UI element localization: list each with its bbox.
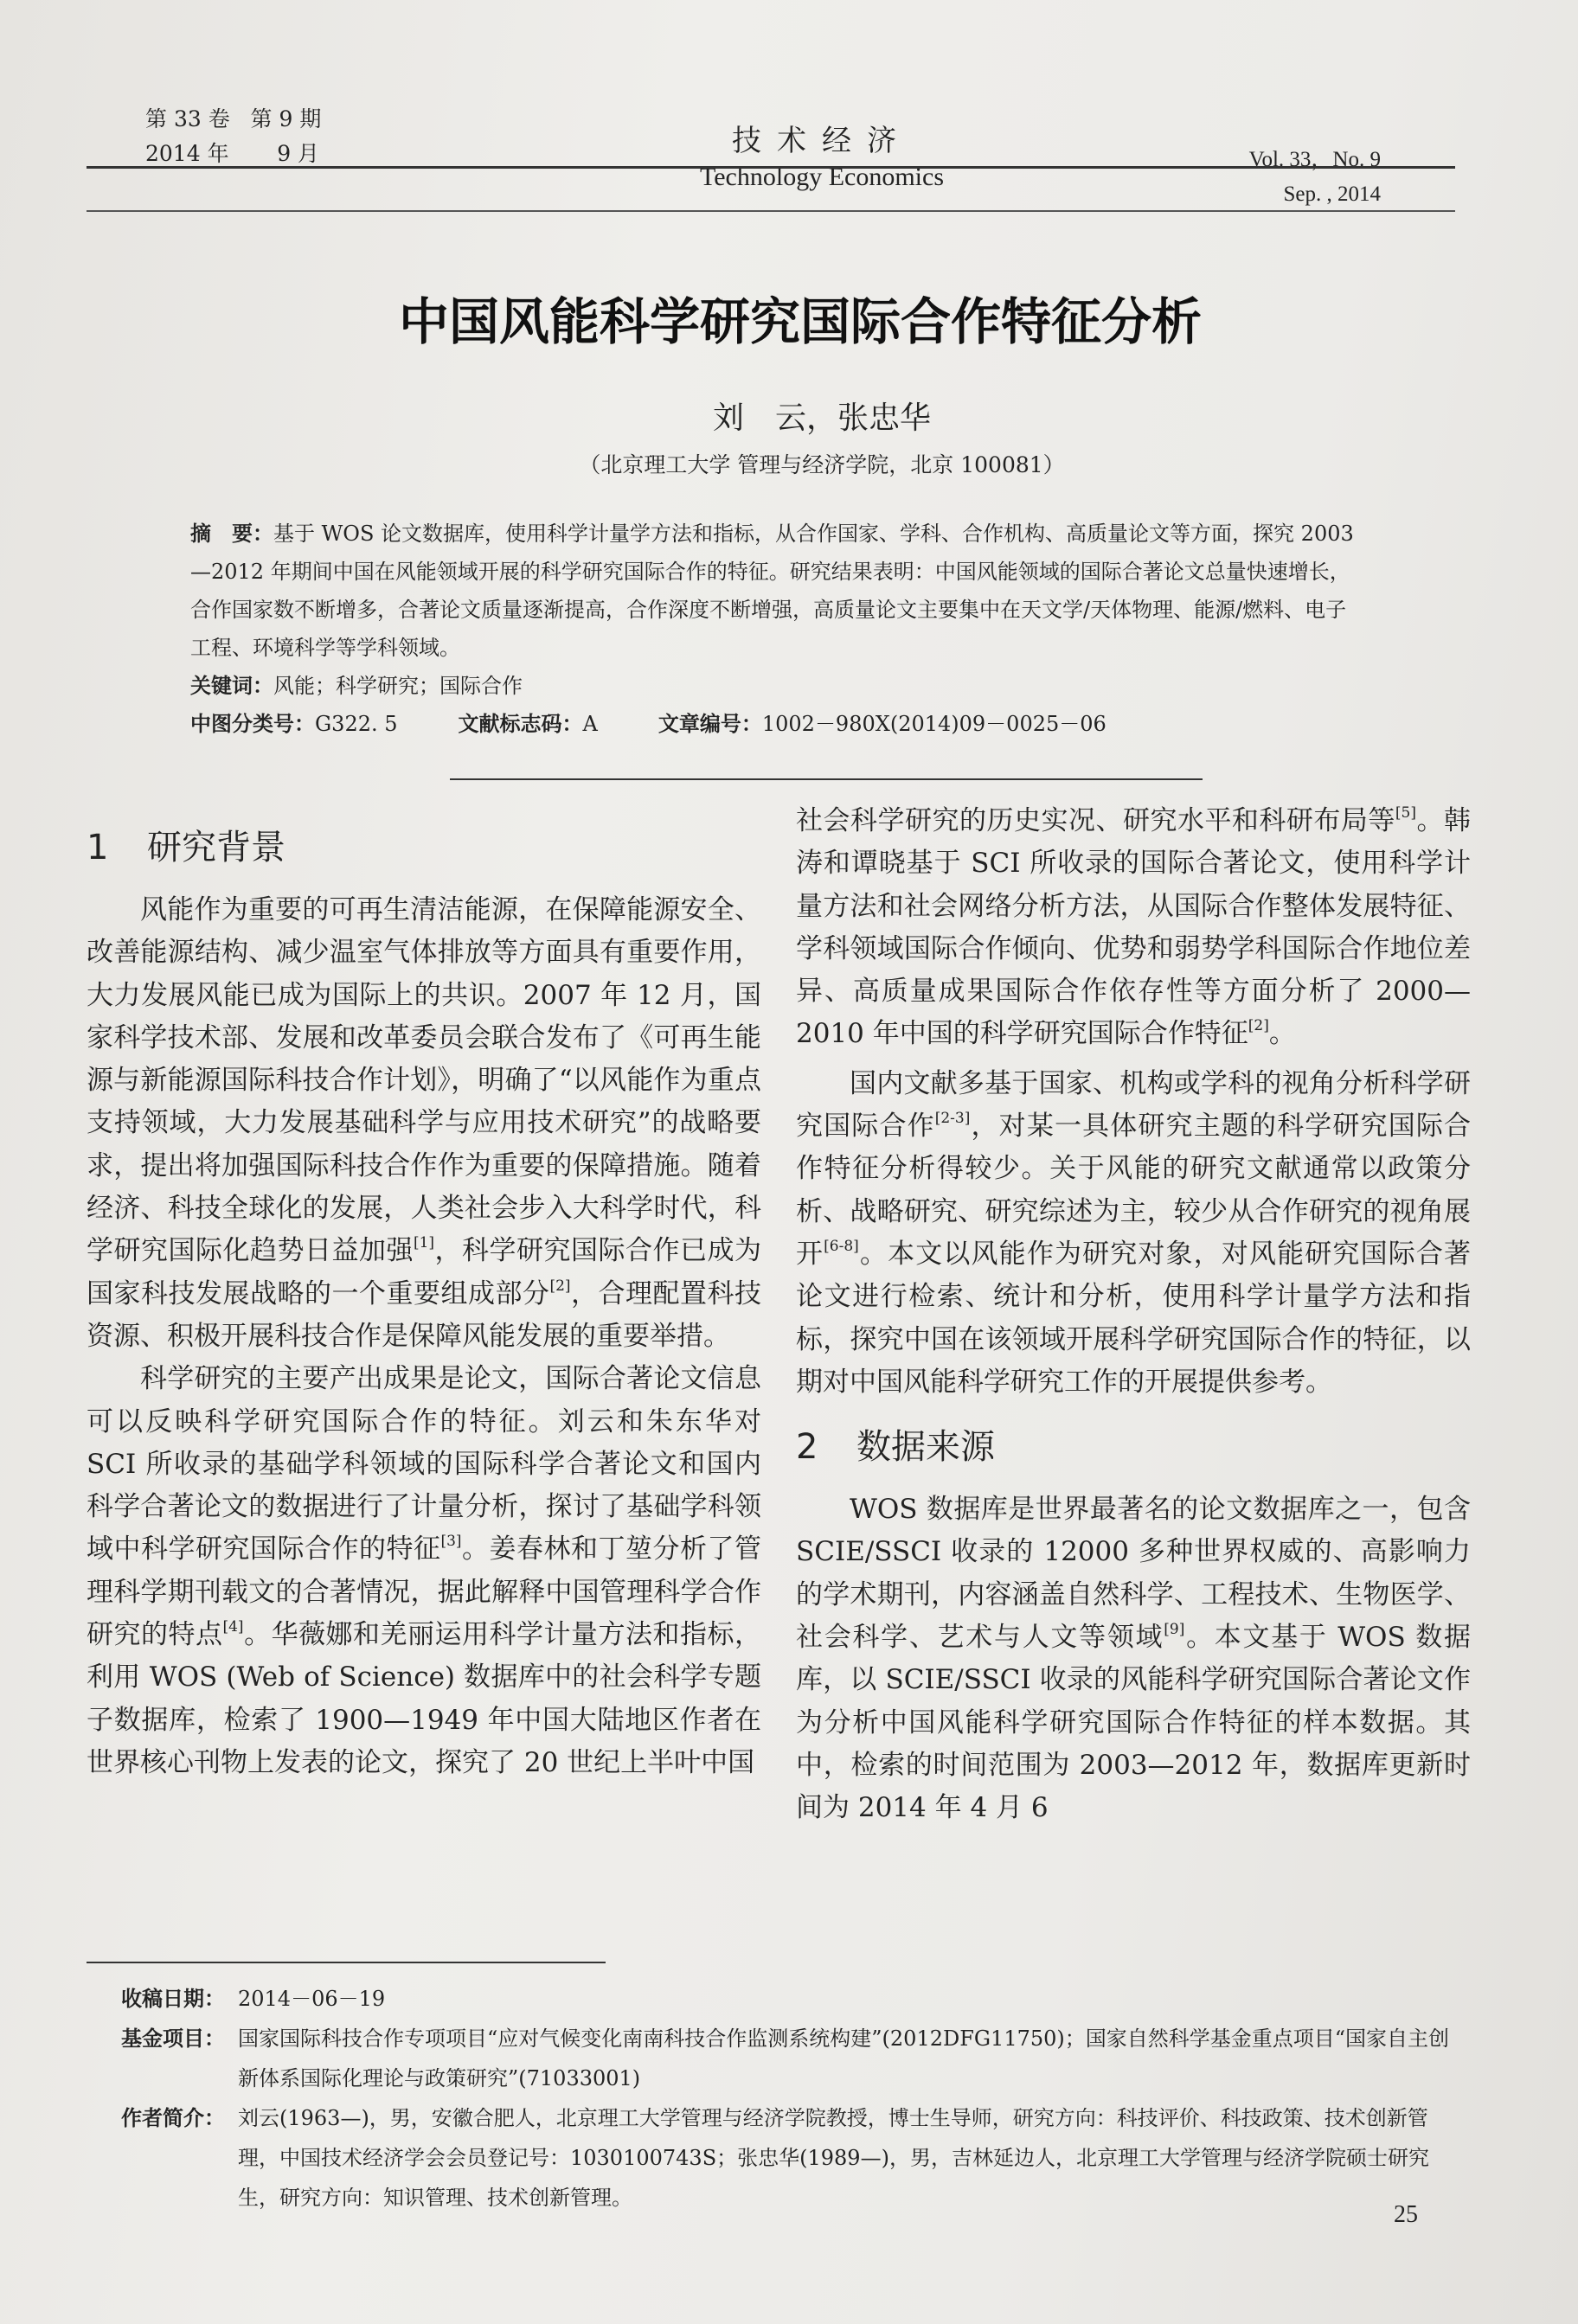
date-en: Sep. , 2014 (1283, 182, 1381, 206)
journal-name-cn: 技术经济 (732, 124, 912, 158)
section-2-title: 数据来源 (856, 1427, 995, 1468)
received-date (121, 1979, 1453, 2019)
journal-name-en: Technology Economics (700, 163, 944, 191)
section-2-number: 2 (796, 1427, 818, 1468)
volume-issue-cn: 第 33 卷 第 9 期 (145, 106, 322, 131)
doc-code-value: A (582, 712, 598, 736)
journal-name (606, 117, 1038, 192)
article-id-label: 文章编号： (658, 712, 762, 736)
section-1-heading (87, 822, 761, 874)
received-label: 收稿日期： (121, 1987, 225, 2011)
header-rule (87, 166, 1455, 169)
header-rule-lower (87, 210, 1455, 212)
volume-issue-en: Vol. 33，No. 9 (1248, 148, 1381, 171)
keywords-label: 关键词： (190, 674, 273, 698)
journal-issue-cn (145, 102, 321, 171)
citation: [6-8] (824, 1237, 859, 1255)
author-bio-value: 刘云(1963—)，男，安徽合肥人，北京理工大学管理与经济学院教授，博士生导师，研究方向：科技评价、科技政策、技术创新管理，中国技术经济学会会员登记号：1030100743S；张忠华(1989—)，男，吉林延边人，北京理工大学管理与经济学院硕士研究生，研究方向：知识管理、技术创新管理。 (238, 2106, 1429, 2210)
fund-label: 基金项目： (121, 2026, 225, 2051)
keywords (190, 667, 1367, 705)
clc-label: 中图分类号： (190, 712, 315, 736)
affiliation: （北京理工大学 管理与经济学院，北京 100081） (579, 452, 1065, 477)
classification-row (190, 705, 1367, 743)
section-1-paragraph-2: 科学研究的主要产出成果是论文，国际合著论文信息可以反映科学研究国际合作的特征。刘云和朱东华对 SCI 所收录的基础学科领域的国际科学合著论文和国内科学合著论文的数据进行了计量分析，探讨了基础学科领域中科学研究国际合作的特征[3]。姜春林和丁堃分析了管理科学期刊载文的合著情况，据此解释中国管理科学合作研究的特点[4]。华薇娜和羌丽运用科学计量方法和指标，利用 WOS (Web of Science) 数据库中的社会科学专题子数据库，检索了 1900—1949 年中国大陆地区作者在世界核心刊物上发表的论文，探究了 20 世纪上半叶中国 (87, 1363, 762, 1778)
citation: [2] (1248, 1017, 1269, 1035)
clc-value: G322. 5 (315, 712, 398, 736)
journal-issue-en (1249, 143, 1381, 212)
abstract-text: 基于 WOS 论文数据库，使用科学计量学方法和指标，从合作国家、学科、合作机构、高质量论文等方面，探究 2003—2012 年期间中国在风能领域开展的科学研究国际合作的特征。研究结果表明：中国风能领域的国际合著论文总量快速增长，合作国家数不断增多，合著论文质量逐渐提高，合作深度不断增强，高质量论文主要集中在天文学/天体物理、能源/燃料、电子工程、环境科学等学科领域。 (190, 522, 1354, 660)
fund-info (121, 2019, 1453, 2098)
section-2-heading (796, 1421, 1471, 1473)
citation: [2-3] (934, 1110, 971, 1128)
column-left (87, 804, 761, 1784)
author-bio-label: 作者简介： (121, 2106, 225, 2130)
citation: [5] (1395, 804, 1417, 822)
citation: [4] (222, 1618, 244, 1636)
author-bio (121, 2098, 1453, 2218)
article-id-value: 1002－980X(2014)09－0025－06 (761, 712, 1107, 736)
section-2-paragraph-1: WOS 数据库是世界最著名的论文数据库之一，包含 SCIE/SSCI 收录的 12000 多种世界权威的、高影响力的学术期刊，内容涵盖自然科学、工程技术、生物医学、社会科学、艺术与人文等领域[9]。本文基于 WOS 数据库，以 SCIE/SSCI 收录的风能科学研究国际合著论文作为分析中国风能科学研究国际合作特征的样本数据。其中，检索的时间范围为 2003—2012 年，数据库更新时间为 2014 年 4 月 6 (796, 1494, 1471, 1824)
abstract-label: 摘 要： (190, 522, 273, 546)
citation: [3] (440, 1533, 462, 1551)
footnotes (121, 1979, 1453, 2218)
section-1-paragraph-1: 风能作为重要的可再生清洁能源，在保障能源安全、改善能源结构、减少温室气体排放等方面具有重要作用，大力发展风能已成为国际上的共识。2007 年 12 月，国家科学技术部、发展和改革委员会联合发布了《可再生能源与新能源国际科技合作计划》，明确了“以风能作为重点支持领域，大力发展基础科学与应用技术研究”的战略要求，提出将加强国际科技合作作为重要的保障措施。随着经济、科技全球化的发展，人类社会步入大科学时代，科学研究国际化趋势日益加强[1]，科学研究国际合作已成为国家科技发展战略的一个重要组成部分[2]，合理配置科技资源、积极开展科技合作是保障风能发展的重要举措。 (87, 894, 762, 1352)
page-number: 25 (1394, 2201, 1418, 2228)
column-right (796, 800, 1471, 1830)
footnote-rule (87, 1962, 606, 1963)
abstract-block (190, 515, 1367, 743)
section-1-number: 1 (87, 828, 109, 867)
section-1-paragraph-3: 国内文献多基于国家、机构或学科的视角分析科学研究国际合作[2-3]，对某一具体研究主题的科学研究国际合作特征分析得较少。关于风能的研究文献通常以政策分析、战略研究、研究综述为主，较少从合作研究的视角展开[6-8]。本文以风能作为研究对象，对风能研究国际合著论文进行检索、统计和分析，使用科学计量学方法和指标，探究中国在该领域开展科学研究国际合作的特征，以期对中国风能科学研究工作的开展提供参考。 (796, 1067, 1472, 1398)
citation: [9] (1164, 1621, 1185, 1639)
abstract-divider (450, 778, 1203, 780)
keywords-text: 风能；科学研究；国际合作 (273, 674, 523, 698)
abstract (190, 515, 1367, 667)
citation: [1] (413, 1234, 435, 1252)
fund-value: 国家国际科技合作专项项目“应对气候变化南南科技合作监测系统构建”(2012DFG11750)；国家自然科学基金重点项目“国家自主创新体系国际化理论与政策研究”(71033001) (238, 2026, 1450, 2090)
section-1-title: 研究背景 (147, 828, 285, 867)
authors: 刘 云，张忠华 (712, 400, 931, 436)
received-value: 2014－06－19 (238, 1987, 386, 2011)
paper-title: 中国风能科学研究国际合作特征分析 (398, 292, 1202, 351)
doc-code-label: 文献标志码： (458, 712, 583, 736)
citation: [2] (549, 1277, 571, 1295)
section-1-paragraph-2-cont: 社会科学研究的历史实况、研究水平和科研布局等[5]。韩涛和谭晓基于 SCI 所收录的国际合著论文，使用科学计量方法和社会网络分析方法，从国际合作整体发展特征、学科领域国际合作倾向、优势和弱势学科国际合作地位差异、高质量成果国际合作依存性等方面分析了 2000—2010 年中国的科学研究国际合作特征[2]。 (796, 804, 1472, 1050)
date-cn: 2014 年 9 月 (145, 141, 320, 166)
